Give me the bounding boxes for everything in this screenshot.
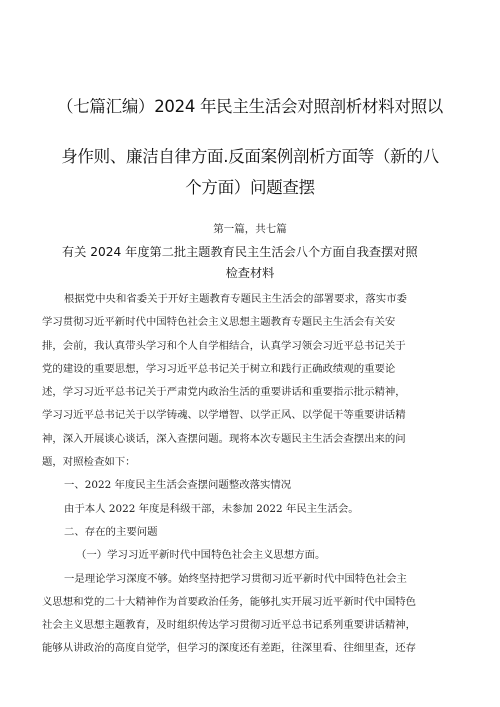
section-heading: 二、存在的主要问题 xyxy=(64,525,158,538)
section-heading: 一、2022 年度民主生活会查摆问题整改落实情况 xyxy=(64,479,292,492)
paragraph-line: 一是理论学习深度不够。始终坚持把学习贯彻习近平新时代中国特色社会主 xyxy=(64,572,407,585)
document-title-line-1: （七篇汇编）2024 年民主生活会对照剖析材料对照以 xyxy=(57,97,443,116)
paragraph-line: 排，会前，我认真带头学习和个人自学相结合，认真学习领会习近平总书记关于 xyxy=(42,339,406,352)
part-indicator: 第一篇，共七篇 xyxy=(213,223,287,235)
paragraph-line: 能够从讲政治的高度自觉学，但学习的深度还有差距，往深里看、往细里查，还存 xyxy=(42,642,417,655)
paragraph-line: 述，学习习近平总书记关于严肃党内政治生活的重要讲话和重要指示批示精神， xyxy=(42,386,406,399)
paragraph-line: 党的建设的重要思想，学习习近平总书记关于树立和践行正确政绩观的重要论 xyxy=(42,362,396,375)
body-text xyxy=(42,288,472,661)
paragraph-line: 学习贯彻习近平新时代中国特色社会主义思想主题教育专题民主生活会有关安 xyxy=(42,316,396,329)
subsection-heading: （一）学习习近平新时代中国特色社会主义思想方面。 xyxy=(76,549,326,562)
paragraph-line: 题，对照检查如下： xyxy=(42,456,136,469)
paragraph-line: 由于本人 2022 年度是科级干部，未参加 2022 年民主生活会。 xyxy=(64,502,359,515)
paragraph-line: 学习习近平总书记关于以学铸魂、以学增智、以学正风、以学促干等重要讲话精 xyxy=(42,409,406,422)
paragraph-line: 社会主义思想主题教育，及时组织传达学习贯彻习近平总书记系列重要讲话精神， xyxy=(42,619,417,632)
section-heading-line-2: 检查材料 xyxy=(225,266,275,280)
document-title-line-2: 身作则、廉洁自律方面.反面案例剖析方面等（新的八 xyxy=(61,147,439,166)
paragraph-line: 神，深入开展谈心谈话，深入查摆问题。现将本次专题民主生活会查摆出来的问 xyxy=(42,432,406,445)
document-title-line-3: 个方面）问题查摆 xyxy=(185,178,315,197)
paragraph-line: 义思想和党的二十大精神作为首要政治任务，能够扎实开展习近平新时代中国特色 xyxy=(42,595,417,608)
paragraph-line: 根据党中央和省委关于开好主题教育专题民主生活会的部署要求，落实市委 xyxy=(64,293,407,305)
section-heading-line-1: 有关 2024 年度第二批主题教育民主生活会八个方面自我查摆对照 xyxy=(62,245,418,259)
